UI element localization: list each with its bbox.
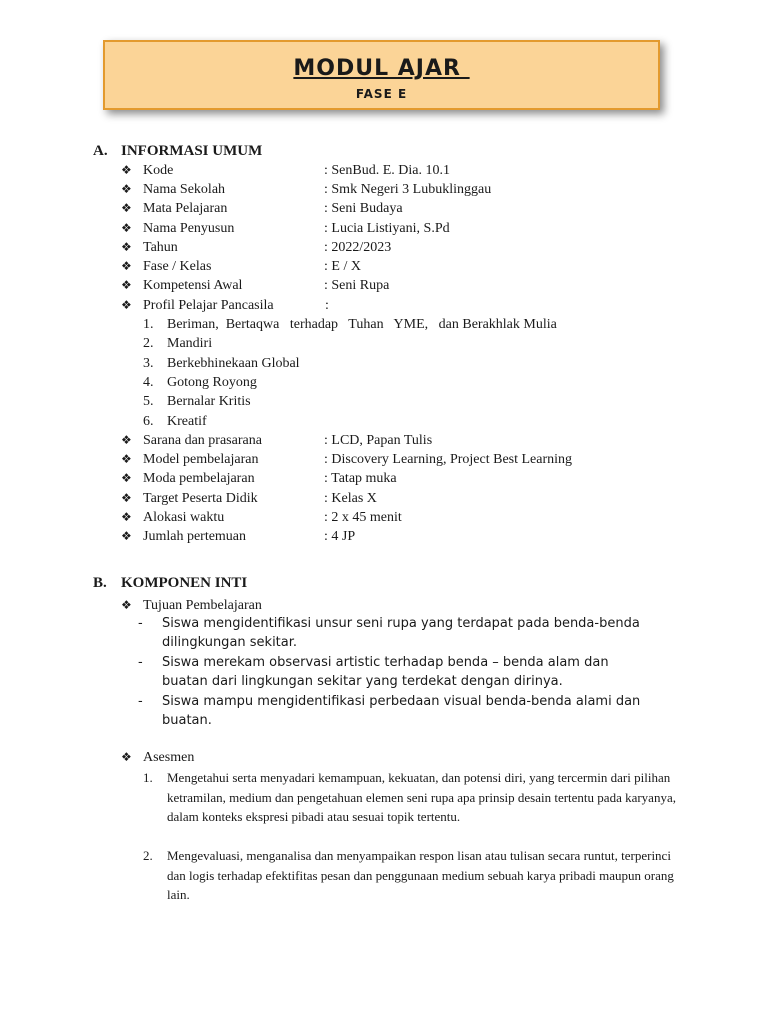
info-row-label: Mata Pelajaran xyxy=(143,201,228,217)
title-box xyxy=(103,40,660,110)
profil-item-number: 1. xyxy=(143,317,154,332)
dash-marker: - xyxy=(138,694,143,709)
info-row-bullet xyxy=(121,257,143,276)
section-a-heading xyxy=(93,142,262,161)
profil-item xyxy=(143,315,557,334)
info-row-bullet xyxy=(121,469,143,488)
info-row-bullet xyxy=(121,527,143,546)
asesmen-item-text: Mengevaluasi, menganalisa dan menyampaikan respon lisan atau tulisan secara runtut, terperinci dan logis terhadap efektifitas pesan dan penggunaan medium sebuah karya pribadi maupun orang lain. xyxy=(167,848,674,902)
asesmen-item-text: Mengetahui serta menyadari kemampuan, kekuatan, dan potensi diri, yang tercermin dari pilihan ketramilan, medium dan pengetahuan elemen seni rupa apa prinsip desain tertentu pada karyanya, dalam konteks ekspresi pibadi atau sesuai topik tertentu. xyxy=(167,770,676,824)
tujuan-item-text: Siswa mengidentifikasi unsur seni rupa yang terdapat pada benda-benda dilingkungan sekitar. xyxy=(162,616,640,650)
info-row-value: : 2 x 45 menit xyxy=(324,509,402,525)
info-row-label: Alokasi waktu xyxy=(143,509,225,525)
profil-item xyxy=(143,373,257,392)
dash-marker: - xyxy=(138,655,143,670)
diamond-bullet-icon: ❖ xyxy=(121,433,132,447)
info-row-value: : 2022/2023 xyxy=(324,239,392,255)
info-row-label: Nama Penyusun xyxy=(143,220,235,236)
info-row-label: Tahun xyxy=(143,239,178,255)
diamond-bullet-icon: ❖ xyxy=(121,509,132,524)
info-row-label: Model pembelajaran xyxy=(143,452,259,468)
tujuan-label: Tujuan Pembelajaran xyxy=(143,598,262,613)
info-row-label: Kode xyxy=(143,163,174,178)
diamond-bullet-icon: ❖ xyxy=(121,490,132,505)
diamond-bullet-icon: ❖ xyxy=(121,750,132,764)
info-row-label: Moda pembelajaran xyxy=(143,471,255,487)
profil-item-text: Gotong Royong xyxy=(167,374,257,390)
tujuan-item xyxy=(138,692,658,730)
info-row-value: : 4 JP xyxy=(324,529,356,544)
profil-item-text: Berkebhinekaan Global xyxy=(167,355,300,371)
diamond-bullet-icon: ❖ xyxy=(121,220,132,235)
diamond-bullet-icon: ❖ xyxy=(121,201,132,216)
section-title: INFORMASI UMUM xyxy=(121,143,263,159)
diamond-bullet-icon: ❖ xyxy=(121,471,132,486)
profil-item-text: Beriman, Bertaqwa terhadap Tuhan YME, dan Berakhlak Mulia xyxy=(167,317,557,332)
profil-item-number: 6. xyxy=(143,413,154,429)
info-row-label: Jumlah pertemuan xyxy=(143,529,247,544)
diamond-bullet-icon: ❖ xyxy=(121,529,132,543)
profil-item xyxy=(143,334,212,353)
profil-item xyxy=(143,392,251,411)
document-subtitle: FASE E xyxy=(355,87,408,101)
profil-bullet xyxy=(121,296,143,315)
diamond-bullet-icon: ❖ xyxy=(121,452,132,467)
asesmen-item xyxy=(143,768,683,827)
asesmen-item-number: 1. xyxy=(143,770,153,785)
diamond-bullet-icon: ❖ xyxy=(121,278,132,293)
asesmen-item-number: 2. xyxy=(143,848,153,863)
info-row-value: : Kelas X xyxy=(324,490,377,506)
section-b-heading xyxy=(93,574,247,593)
profil-item xyxy=(143,412,207,431)
info-row-value: : LCD, Papan Tulis xyxy=(324,433,433,448)
diamond-bullet-icon: ❖ xyxy=(121,598,132,612)
profil-item-number: 5. xyxy=(143,394,154,410)
info-row-bullet xyxy=(121,180,143,199)
profil-item-text: Kreatif xyxy=(167,413,207,429)
asesmen-item xyxy=(143,846,683,905)
tujuan-item xyxy=(138,653,658,691)
info-row-label: Target Peserta Didik xyxy=(143,490,258,506)
tujuan-item-text: Siswa mampu mengidentifikasi perbedaan visual benda-benda alami dan buatan. xyxy=(162,694,641,728)
diamond-bullet-icon: ❖ xyxy=(121,298,132,312)
profil-item-number: 4. xyxy=(143,374,154,390)
profil-item-number: 2. xyxy=(143,336,154,352)
dash-marker: - xyxy=(138,616,143,631)
info-row-bullet xyxy=(121,508,143,527)
document-title: MODUL AJAR xyxy=(293,56,470,81)
profil-item-text: Bernalar Kritis xyxy=(167,394,251,410)
info-row-value: : Tatap muka xyxy=(324,471,397,487)
info-row-label: Fase / Kelas xyxy=(143,259,212,274)
diamond-bullet-icon: ❖ xyxy=(121,182,132,197)
info-row-value: : SenBud. E. Dia. 10.1 xyxy=(324,163,450,178)
profil-item xyxy=(143,354,300,373)
profil-label: Profil Pelajar Pancasila xyxy=(143,298,274,313)
info-row-value: : Seni Budaya xyxy=(324,201,403,217)
asesmen-bullet xyxy=(121,748,194,767)
info-row-label: Sarana dan prasarana xyxy=(143,433,262,448)
diamond-bullet-icon: ❖ xyxy=(121,259,132,273)
diamond-bullet-icon: ❖ xyxy=(121,239,132,254)
profil-item-number: 3. xyxy=(143,355,154,371)
info-row-bullet xyxy=(121,450,143,469)
info-row-bullet xyxy=(121,238,143,257)
info-row-bullet xyxy=(121,431,143,450)
info-row-bullet xyxy=(121,219,143,238)
info-row-label: Kompetensi Awal xyxy=(143,278,243,294)
info-row-bullet xyxy=(121,199,143,218)
asesmen-label: Asesmen xyxy=(143,750,195,765)
tujuan-item-text: Siswa merekam observasi artistic terhadap benda – benda alam dan buatan dari lingkungan sekitar yang terdekat dengan dirinya. xyxy=(162,655,609,689)
info-row-value: : E / X xyxy=(324,259,361,274)
tujuan-bullet xyxy=(121,596,262,615)
profil-colon: : xyxy=(325,298,329,313)
info-row-value: : Discovery Learning, Project Best Learning xyxy=(324,452,573,468)
info-row-bullet xyxy=(121,161,143,180)
tujuan-item xyxy=(138,614,658,652)
diamond-bullet-icon: ❖ xyxy=(121,163,132,177)
section-title: KOMPONEN INTI xyxy=(121,575,248,591)
info-row-value: : Smk Negeri 3 Lubuklinggau xyxy=(324,182,492,198)
info-row-bullet xyxy=(121,489,143,508)
profil-item-text: Mandiri xyxy=(167,336,213,352)
info-row-value: : Lucia Listiyani, S.Pd xyxy=(324,220,450,236)
info-row-label: Nama Sekolah xyxy=(143,182,226,198)
section-letter: A. xyxy=(93,143,108,159)
section-letter: B. xyxy=(93,575,107,591)
info-row-value: : Seni Rupa xyxy=(324,278,390,294)
info-row-bullet xyxy=(121,276,143,295)
